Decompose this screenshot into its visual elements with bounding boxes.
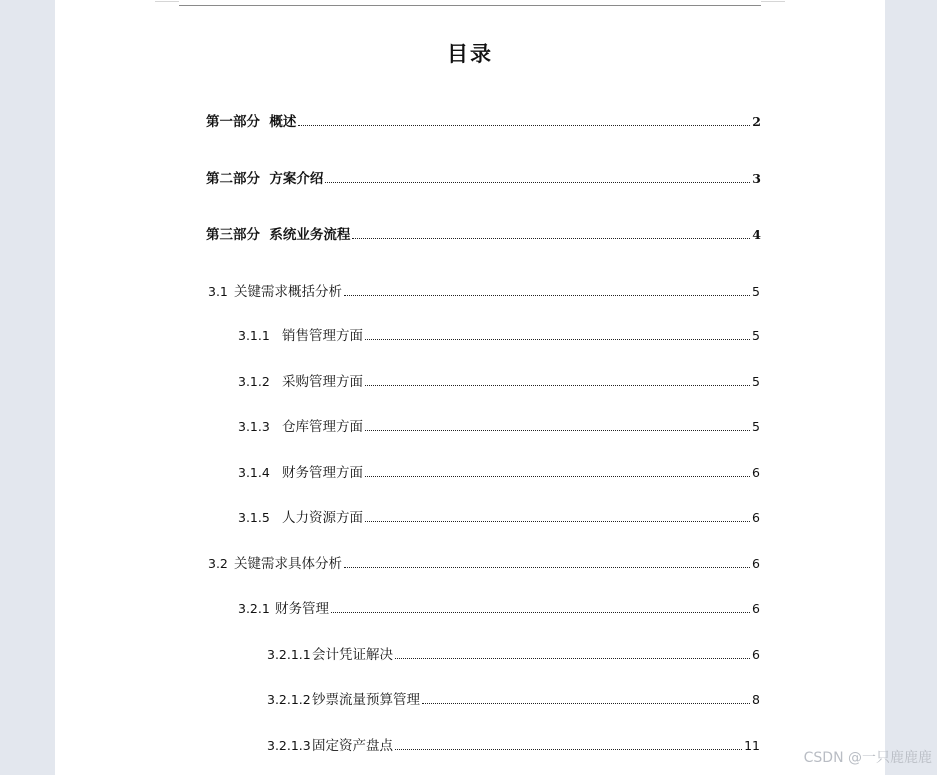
toc-dot-leader (344, 295, 750, 296)
toc-entry[interactable] (238, 327, 760, 345)
toc-dot-leader (365, 385, 750, 386)
document-page (55, 0, 885, 775)
toc-page-number: 3 (752, 171, 761, 186)
toc-entry[interactable] (238, 373, 760, 391)
toc-dot-leader (395, 658, 750, 659)
toc-entry-number: 3.1.2 (238, 374, 270, 389)
toc-entry-text: 销售管理方面 (282, 328, 363, 344)
toc-dot-leader (344, 567, 750, 568)
toc-dot-leader (422, 703, 750, 704)
toc-entry[interactable] (238, 418, 760, 436)
toc-entry-text: 采购管理方面 (282, 374, 363, 390)
toc-page-number: 6 (752, 465, 760, 480)
toc-page-number: 5 (752, 374, 760, 389)
toc-dot-leader (298, 125, 750, 126)
header-rule-right (761, 1, 785, 2)
toc-title: 目录 (447, 41, 493, 66)
toc-entry-text: 钞票流量预算管理 (312, 692, 420, 708)
toc-entry[interactable] (238, 464, 760, 482)
header-rule (179, 5, 761, 6)
toc-entry-number: 3.1.5 (238, 510, 270, 525)
toc-page-number: 6 (752, 601, 760, 616)
toc-entry-number: 3.2 (208, 556, 228, 571)
toc-entry-number: 3.1.4 (238, 465, 270, 480)
toc-entry[interactable] (208, 555, 760, 573)
toc-entry[interactable] (206, 113, 761, 131)
toc-dot-leader (365, 476, 750, 477)
toc-entry-number: 3.2.1.1 (267, 647, 311, 662)
toc-page-number: 5 (752, 328, 760, 343)
toc-entry-text: 固定资产盘点 (312, 738, 393, 754)
toc-page-number: 6 (752, 647, 760, 662)
toc-dot-leader (365, 339, 750, 340)
toc-entry-text: 会计凭证解决 (312, 647, 393, 663)
toc-page-number: 11 (744, 738, 760, 753)
toc-dot-leader (352, 238, 750, 239)
toc-page-number: 5 (752, 284, 760, 299)
toc-entry[interactable] (238, 600, 760, 618)
toc-entry-text: 财务管理 (275, 601, 329, 617)
toc-entry-text: 人力资源方面 (282, 510, 363, 526)
header-rule-left (155, 1, 179, 2)
toc-entry-text: 关键需求具体分析 (234, 556, 342, 572)
toc-entry-text: 第一部分 概述 (206, 114, 297, 130)
toc-page-number: 8 (752, 692, 760, 707)
toc-entry-text: 第二部分 方案介绍 (206, 171, 324, 187)
toc-page-number: 6 (752, 510, 760, 525)
toc-dot-leader (365, 521, 750, 522)
toc-entry[interactable] (238, 509, 760, 527)
toc-page-number: 4 (752, 227, 761, 242)
toc-dot-leader (331, 612, 750, 613)
toc-entry-text: 第三部分 系统业务流程 (206, 227, 351, 243)
toc-page-number: 5 (752, 419, 760, 434)
toc-entry-number: 3.1.1 (238, 328, 270, 343)
toc-entry-text: 仓库管理方面 (282, 419, 363, 435)
toc-entry-number: 3.2.1 (238, 601, 270, 616)
toc-dot-leader (395, 749, 742, 750)
toc-entry-number: 3.2.1.3 (267, 738, 311, 753)
toc-entry-text: 财务管理方面 (282, 465, 363, 481)
toc-entry[interactable] (267, 737, 760, 755)
toc-entry[interactable] (267, 691, 760, 709)
toc-entry[interactable] (208, 283, 760, 301)
toc-entry-number: 3.1.3 (238, 419, 270, 434)
toc-entry[interactable] (206, 170, 761, 188)
toc-entry[interactable] (206, 226, 761, 244)
toc-entry-text: 关键需求概括分析 (234, 284, 342, 300)
toc-entry-number: 3.2.1.2 (267, 692, 311, 707)
toc-entry-number: 3.1 (208, 284, 228, 299)
watermark: CSDN @一只鹿鹿鹿 (803, 750, 932, 766)
toc-page-number: 6 (752, 556, 760, 571)
toc-page-number: 2 (752, 114, 761, 129)
toc-entry[interactable] (267, 646, 760, 664)
toc-dot-leader (365, 430, 750, 431)
toc-dot-leader (325, 182, 750, 183)
